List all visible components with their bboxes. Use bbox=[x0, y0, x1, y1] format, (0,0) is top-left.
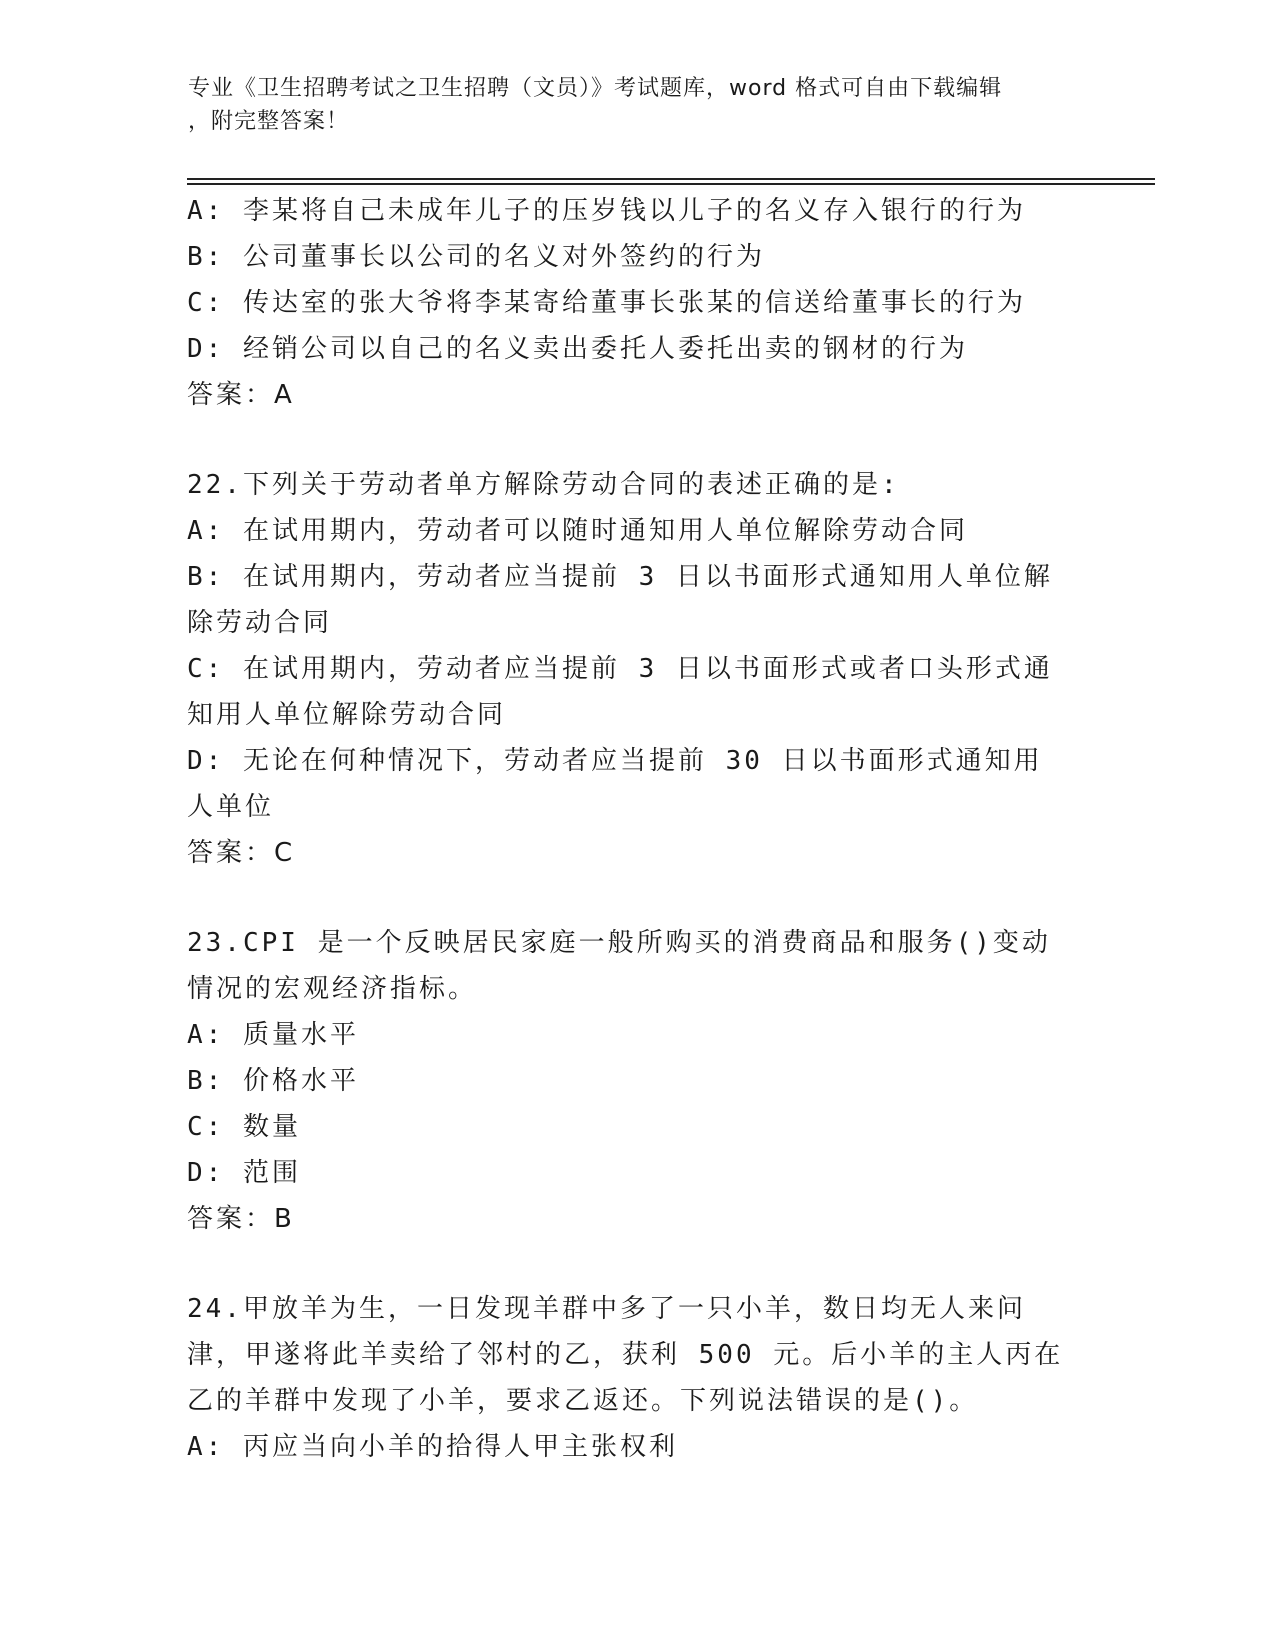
question-content bbox=[187, 188, 1067, 1470]
option-d: D: 经销公司以自己的名义卖出委托人委托出卖的钢材的行为 bbox=[187, 334, 968, 364]
spacer bbox=[187, 418, 1067, 462]
question-stem: 24.甲放羊为生，一日发现羊群中多了一只小羊，数日均无人来问津，甲遂将此羊卖给了邻村的乙，获利 500 元。后小羊的主人丙在乙的羊群中发现了小羊，要求乙返还。下列说法错误的是()。 bbox=[187, 1294, 1064, 1416]
option-d: D: 范围 bbox=[187, 1158, 301, 1188]
question-21 bbox=[187, 188, 1067, 418]
option-a: A: 质量水平 bbox=[187, 1020, 359, 1050]
option-c: C: 传达室的张大爷将李某寄给董事长张某的信送给董事长的行为 bbox=[187, 288, 1026, 318]
header-line-2: ，附完整答案！ bbox=[188, 109, 350, 134]
option-d: D: 无论在何种情况下，劳动者应当提前 30 日以书面形式通知用人单位 bbox=[187, 746, 1043, 822]
option-c: C: 数量 bbox=[187, 1112, 301, 1142]
header-divider-bottom bbox=[187, 183, 1155, 185]
question-stem: 22.下列关于劳动者单方解除劳动合同的表述正确的是: bbox=[187, 470, 900, 500]
answer: 答案：C bbox=[187, 838, 296, 868]
option-b: B: 公司董事长以公司的名义对外签约的行为 bbox=[187, 242, 765, 272]
option-a: A: 李某将自己未成年儿子的压岁钱以儿子的名义存入银行的行为 bbox=[187, 196, 1026, 226]
spacer bbox=[187, 1242, 1067, 1286]
answer: 答案：A bbox=[187, 380, 295, 410]
header-line-1: 专业《卫生招聘考试之卫生招聘（文员）》考试题库，word 格式可自由下载编辑 bbox=[188, 76, 1003, 101]
option-a: A: 在试用期内，劳动者可以随时通知用人单位解除劳动合同 bbox=[187, 516, 968, 546]
option-b: B: 在试用期内，劳动者应当提前 3 日以书面形式通知用人单位解除劳动合同 bbox=[187, 562, 1053, 638]
question-22 bbox=[187, 462, 1067, 876]
question-24 bbox=[187, 1286, 1067, 1470]
document-header bbox=[188, 72, 1068, 138]
header-divider-top bbox=[187, 178, 1155, 180]
option-a: A: 丙应当向小羊的拾得人甲主张权利 bbox=[187, 1432, 678, 1462]
spacer bbox=[187, 876, 1067, 920]
question-stem: 23.CPI 是一个反映居民家庭一般所购买的消费商品和服务()变动情况的宏观经济指标。 bbox=[187, 928, 1051, 1004]
option-b: B: 价格水平 bbox=[187, 1066, 359, 1096]
option-c: C: 在试用期内，劳动者应当提前 3 日以书面形式或者口头形式通知用人单位解除劳动合同 bbox=[187, 654, 1053, 730]
question-23 bbox=[187, 920, 1067, 1242]
answer: 答案：B bbox=[187, 1204, 295, 1234]
